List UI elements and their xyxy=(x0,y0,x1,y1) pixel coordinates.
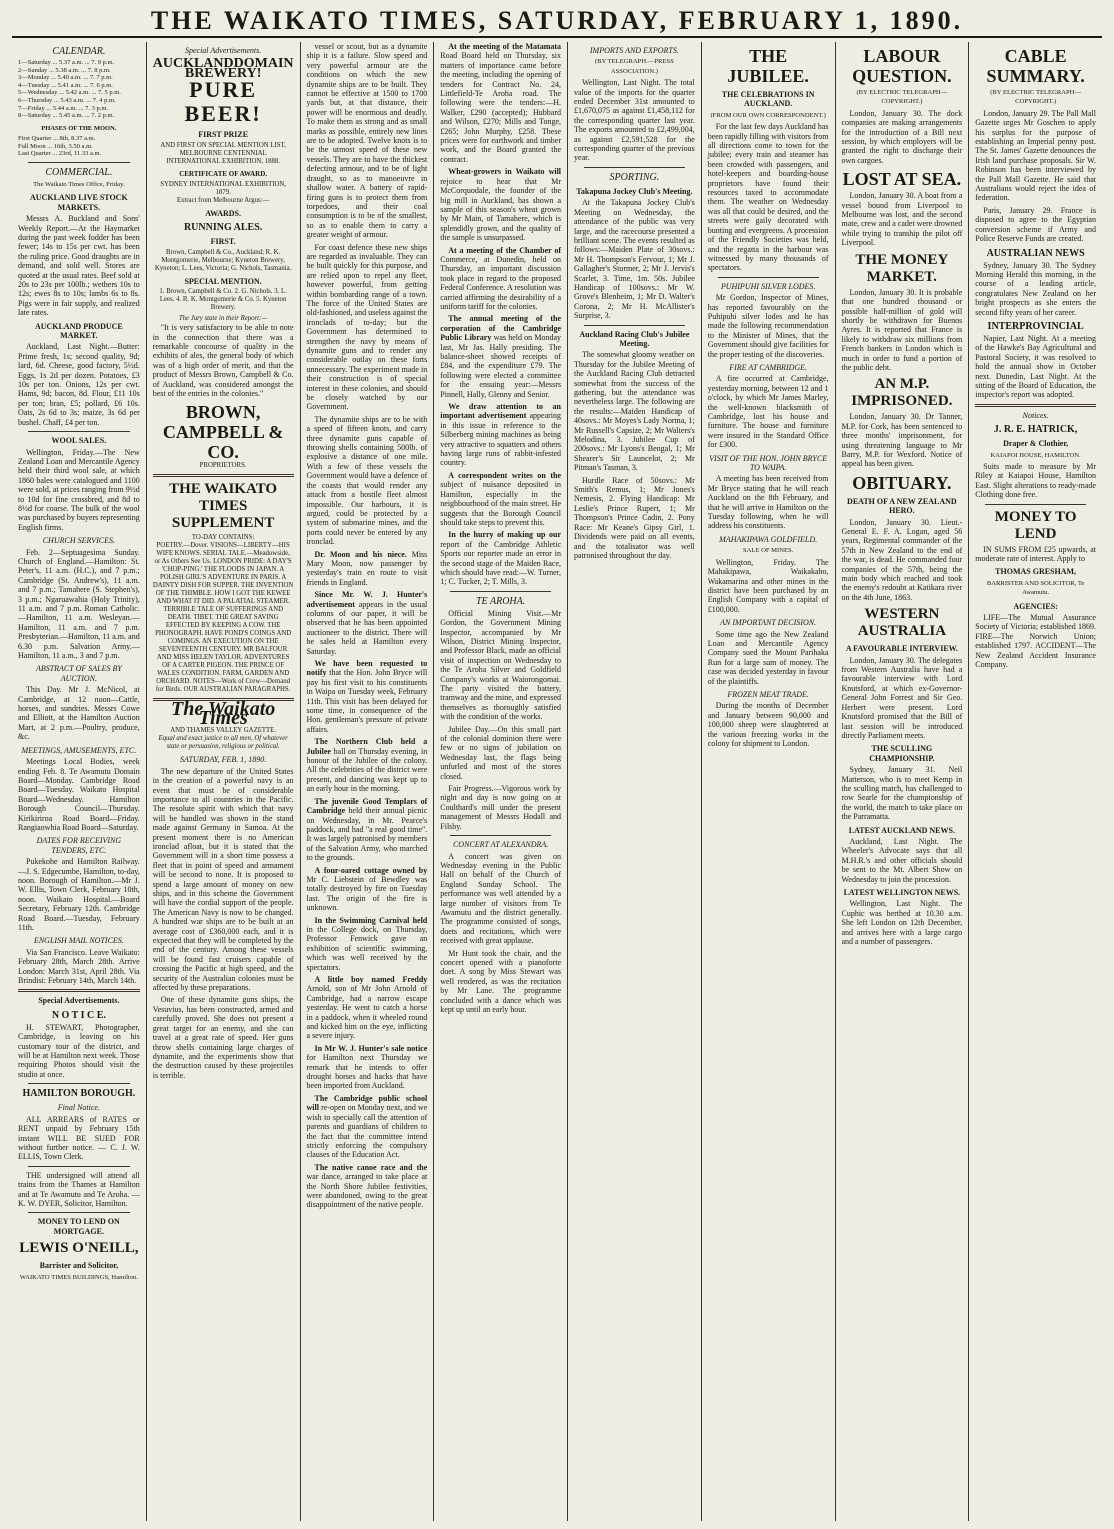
special-mention: SPECIAL MENTION. xyxy=(184,276,262,286)
awards: AWARDS. xyxy=(205,209,242,219)
jury-text: "It is very satisfactory to be able to note in the connection that there was a remarkable concourse of quality in the exhibits of ales, the general body of which was of a high order of merit, and that the product of Messrs Brown, Campbell & Co. of Auckland, was considered amongst the best of the entries in the colonies." xyxy=(152,323,294,399)
moon-heading: PHASES OF THE MOON. xyxy=(41,124,117,132)
calendar-row: 3—Monday ... 5.40 a.m. ... 7. 7 p.m. xyxy=(18,74,113,82)
commerce-heading: At a meeting of the Chamber of xyxy=(448,245,562,255)
column-5 xyxy=(567,42,701,1521)
money-market-heading: THE MONEY MARKET. xyxy=(855,251,949,285)
lewis-heading: LEWIS O'NEILL, xyxy=(19,1240,139,1257)
jubilee-text: For the last few days Auckland has been rapidly filling with visitors from all directions come to town for the jubilee; every train and steamer has been crowded with passengers, and hotel-keepers and boarding-house proprietors have found their resources taxed to accommodate them. The weather on Wednesday was all that could be desired, and the streets were gaily decorated with bunting and evergreens. A procession of the Friendly Societies was held, and the regatta in the harbour was witnessed by many thousands of spectators. xyxy=(707,122,829,273)
labour-source: (BY ELECTRIC TELEGRAPH—COPYRIGHT.) xyxy=(856,89,948,106)
first-list: Brown, Campbell & Co., Auckland; R. K. Montgomerie, Melbourne; Kyneton Brewery, Kyneton; L. Lees, Victoria; G. Nichols, Tasmania. xyxy=(154,248,292,272)
agencies-heading: AGENCIES: xyxy=(1013,601,1058,611)
moon-table xyxy=(18,135,140,158)
imports-text: Wellington, Last Night. The total value of the imports for the quarter ended December 31st amounted to £1,670,075 as against £1,458,112 for the corresponding quarter last year. The exports amounted to £2,499,004, as against £2,591,528 for the corresponding quarter of the previous year. xyxy=(574,78,695,163)
hatrick-heading: J. R. E. HATRICK, xyxy=(993,424,1078,436)
mahakipawa-heading: MAHAKIPAWA GOLDFIELD. xyxy=(719,534,818,544)
proprietors-line: BROWN, CAMPBELL & CO. xyxy=(162,401,284,462)
column-6 xyxy=(701,42,835,1521)
club-text: ball on Thursday evening, in honour of the Jubilee of the colony. All the celebrities of the district were present, and dancing was kept up to an early hour in the morning. xyxy=(306,746,428,794)
special-ads-heading-2: Special Advertisements. xyxy=(184,46,262,55)
agencies-text: LIFE—The Mutual Assurance Society of Victoria; established 1869. FIRE—The Norwich Union; established 1797. ACCIDENT—The New Zealand Accident Insurance Company. xyxy=(975,613,1096,670)
c3-text-1: vessel or scout, but as a dynamite ship it is a failure. Slow speed and very powerful armour are the conditions on which the new dynamite ships are to be built. They cannot be effective at 1500 to 1700 yards but, at that distance, their power will be enormous and deadly. To make them as strong and as small marks as possible, entirely new lines are to be adopted. Twelve knots is to be the utmost speed of these new vessels. They are to have the thickest defecting armour, and to be of light draught, so as to manoeuvre in shallow water. A battery of rapid-firing guns is to protect them from torpedoes, and their coal consumption is to be of the smallest, so as to enable them to carry a greater weight of armour. xyxy=(306,42,428,240)
tenders-text: Pukekohe and Hamilton Railway.—J. S. Edgecumbe, Hamilton, to-day, noon. Borough of Hamilton.—Mr J. W. Ellis, Town Clerk, February 10th, noon. Waikato Hospital.—Board Secretary, February 12th. Cambridge Road Board.—Tuesday, February 11th. xyxy=(18,857,140,932)
concert-heading: CONCERT AT ALEXANDRA. xyxy=(452,840,549,850)
jubilee-sub: THE CELEBRATIONS IN AUCKLAND. xyxy=(721,90,815,109)
church-heading: CHURCH SERVICES. xyxy=(42,536,116,546)
commercial-heading: COMMERCIAL. xyxy=(45,166,113,178)
calendar-row: 1—Saturday ... 5.37 a.m. ... 7. 9 p.m. xyxy=(18,59,115,66)
australian-heading: AUSTRALIAN NEWS xyxy=(986,247,1085,259)
commercial-sub: The Waikato Times Office, Friday. xyxy=(33,180,125,188)
money-lend-name: THOMAS GRESHAM, xyxy=(995,567,1077,577)
jury-note: The Jury state in their Report:— xyxy=(178,315,268,323)
paper-title: The Waikato Times xyxy=(170,697,276,729)
livestock-text: Messrs A. Buckland and Sons' Weekly Report.—At the Haymarket during the past week fodder has been fewer; 14s to 15s per cwt. has been the ruling price. Good draughts are in demand, and sold well. Stores are quoted at the usual rates. Beef sold at 20s to 23s per 100lb.; wethers 10s to 12s; ewes 8s to 10s; lambs 6s to 8s. Pigs were in fair supply, and realized late rates. xyxy=(18,214,140,318)
sale-heading: We have been requested to notify xyxy=(306,659,428,678)
produce-heading: AUCKLAND PRODUCE MARKET. xyxy=(34,321,123,341)
money-mortgage-heading: MONEY TO LEND ON MORTGAGE. xyxy=(37,1217,120,1236)
matamata-text: Road Board held on Thursday, six matters of importance came before the meeting, including the opening of tenders for Contract No. 24, Littlefield-Te Aroha road. The following were the tenders:—H. Walker, £290 (accepted); Hubbard and Wilson, £270; Mills and Tonge, £265; John Murphy, £258. These prices were for earthwork and timber work, and the Board granted the contract. xyxy=(440,51,562,164)
brewery-word-3: BREWERY! xyxy=(184,65,262,81)
commerce-text: Commerce, at Dunedin, held on Thursday, an important discussion took place in regard to the proposed Federal Conference. A resolution was carried affirming the desirability of a uniform tariff for the colonies. xyxy=(440,254,562,311)
special-ads-heading: Special Advertisements. xyxy=(38,996,120,1006)
running-ales: RUNNING ALES. xyxy=(183,222,263,234)
attention-heading: We draw attention to an important advertisement xyxy=(440,402,562,421)
obituary-sub: DEATH OF A NEW ZEALAND HERO. xyxy=(847,496,957,516)
rowing-text: Mr C. Liebstein of Bewdley was totally destroyed by fire on Tuesday last. The origin of the fire is unknown. xyxy=(306,874,428,913)
imports-source: (BY TELEGRAPH.—PRESS ASSOCIATION.) xyxy=(594,58,674,75)
dyer-text: THE undersigned will attend all trains from the Thames at Hamilton and at Te Awamutu and Te Aroha. — K. W. DYER, Solicitor, Hamilton. xyxy=(18,1170,140,1208)
mails-heading: ENGLISH MAIL NOTICES. xyxy=(33,936,124,946)
calendar-row: 5—Wednesday ... 5.42 a.m. ... 7. 5 p.m. xyxy=(18,89,121,97)
mahakipawa-text: Wellington, Friday. The Mahakipawa, Waikakaho, Wakamarina and other mines in the district have been purchased by an English Company with a capital of £100,000. xyxy=(707,557,829,614)
concert-text-2: Mr Hunt took the chair, and the concert opened with a pianoforte duet. A song by Miss Stewart was well rendered, as was the recitation by Mr Lane. The programme concluded with a dance which was kept up until an early hour. xyxy=(440,948,562,1014)
hatrick-text: Suits made to measure by Mr Riley at Kaiapoi House, Hamilton East. Slight alterations to ready-made Clothing done free. xyxy=(975,462,1096,500)
calendar-row: 2—Sunday ... 5.38 a.m. ... 7. 8 p.m. xyxy=(18,66,111,74)
cable-source: (BY ELECTRIC TELEGRAPH—COPYRIGHT.) xyxy=(990,89,1082,106)
abstract-heading: ABSTRACT OF SALES BY AUCTION. xyxy=(35,664,122,683)
brewery-advert xyxy=(152,56,294,469)
decision-heading: AN IMPORTANT DECISION. xyxy=(720,618,817,628)
cambridge-text: re-open on Monday next, and we wish to specially call the attention of parents and guardians of children to the fact that the committee intend strictly enforcing the compulsory clauses of the Education Act. xyxy=(306,1103,428,1160)
sporting-heading: SPORTING. xyxy=(609,171,660,183)
leader-text: The new departure of the United States in the creation of a powerful navy is an event that must be of considerable importance to all countries in the Pacific. The resolute spirit with which that navy will be handled was shown in the stand made against Germany in Samoa. At the present moment there is no American ironclad afloat, but it is stated that the Government will in a short time possess a fleet that in point of speed and armament will be second to none. It is proposed to spend a large amount of money on new ships, and in this scheme the Government will have the cordial support of the people. The American Navy is now to be changed. A hundred war ships are to be built at an average cost of £360,000 each, and it is expected that they will be completed by the end of the century. Among these vessels will be found fast cruisers capable of crossing the Pacific at high speed, and the security of the Australian colonies must be affected by these preparations. xyxy=(152,766,294,993)
sculling-text: Sydney, January 31. Neil Matterson, who is to meet Kemp in the sculling match, has challenged to row Searle for the championship of the world, the match to take place on the Parramatta. xyxy=(841,765,963,822)
cambridge-fire-heading: FIRE AT CAMBRIDGE. xyxy=(729,362,808,372)
swim-heading: In the Swimming Carnival held xyxy=(314,915,428,925)
supplement-contents: POETRY.—Dover. VISIONS—LIBERTY—HIS WIFE KNOWS. SERIAL TALE.—Meadowside, or As Others See Us. LONDON PRIDE: A DAY'S 'CHOP-PING.' THE FLOODS IN JAPAN. A POLISH GIRL'S ADVENTURE IN PARIS. A DAINTY DISH FOR SUPPER. THE INVENTION OF THE THIMBLE. HOW I GOT THE KEWEE AND WHAT IT DID. A PALATIAL STEAMER. TERRIBLE TALE OF SUFFERINGS AND DEATH. TIBET. THE GREAT SAVING EFFECTED BY KEEPING A COW. THE PHONOGRAPH. HAVE POND'S COINGS AND COMINGS. AN EXECUTION ON THE SEVENTEENTH CENTURY. MR BALFOUR AND MISS HELEN TAYLOR. ADVENTURES OF A CARTER PIGEON. THE PRINCE OF WALES CONDITION. FARM, GARDEN AND ORCHARD. NOTES—Work of Crew—Demand for Birds. OUR AUSTRALIAN PARAGRAPHS. xyxy=(152,541,294,693)
jockey-heading: Takapuna Jockey Club's Meeting. xyxy=(576,186,693,196)
wheat-heading: Wheat-growers in Waikato will xyxy=(448,167,562,177)
masthead xyxy=(12,6,1102,38)
swim-text: in the College dock, on Thursday, Professor Fenwick gave an exhibition of scientific swimming, which was well received by the spectators. xyxy=(306,924,428,972)
club-heading: The Northern Club held a Jubilee xyxy=(306,737,428,756)
hunter2-text: for Hamilton next Thursday we remark that he intends to offer drought horses and hacks that have been imported from Auckland. xyxy=(306,1053,428,1091)
racing-text-2: Hurdle Race of 50sovs.: Mr Smith's Remus, 1; Mr Jones's Nemesis, 2. Flying Handicap: Mr Leslie's Prince Rupert, 1; Mr Thompson's Prince Cadin, 2. Pony Race: Mr Keane's Gipsy Girl, 1. Dividends were paid on all events, and the totalisator was well patronised throughout the day. xyxy=(574,475,695,560)
dateline: SATURDAY, FEB. 1, 1890. xyxy=(179,755,267,765)
hunter2-heading: In Mr W. J. Hunter's sale notice xyxy=(314,1043,428,1053)
attention-text: appearing in this issue in reference to the Silberberg mining machines as being very attractive to squatters and others having large runs of rabbit-infested country. xyxy=(440,411,562,468)
column-3 xyxy=(300,42,434,1521)
little-heading: A little boy named Freddy xyxy=(314,975,428,984)
cable-heading: CABLE SUMMARY. xyxy=(986,46,1085,86)
racing-heading: Auckland Racing Club's Jubilee Meeting. xyxy=(579,329,690,348)
hunter-heading: Since Mr. W. J. Hunter's advertisement xyxy=(306,590,428,609)
frozen-heading: FROZEN MEAT TRADE. xyxy=(727,689,809,699)
meetings-text: Meetings Local Bodies, week ending Feb. 8. Te Awamutu Domain Board—Monday. Cambridge Road Board—Tuesday. Waikato Hospital Board—Wednesday. Hamilton Borough Council—Thursday. Kirikiriroa Road Board—Friday. Rangiaowhia Road Board—Saturday. xyxy=(18,757,140,832)
racing-text: The somewhat gloomy weather on Thursday for the Jubilee Meeting of the Auckland Racing Club detracted somewhat from the success of the gathering, but the attendance was nevertheless large. The following are the results:—Maiden Handicap of 40sovs.: Mr Moyes's Lady Norma, 1; Mr Russell's Capsize, 2; Mr Walters's Melodina, 3. Jubilee Cup of 200sovs.: Mr Lyons's Bengal, 1; Mr Shearer's Sir Launcelot, 2; Mr Pitman's Tasman, 3. xyxy=(574,350,695,473)
templars-heading: The juvenile Good Templars of Cambridge xyxy=(306,796,428,816)
intercolonial-text: Napier, Last Night. At a meeting of the Hawke's Bay Agricultural and Pastoral Society, it was resolved to hold the annual show in October next. Dunedin, Last Night. At the sitting of the Board of Education, the inspector's report was adopted. xyxy=(975,333,1096,400)
column-4 xyxy=(433,42,567,1521)
wa-heading: WESTERN AUSTRALIA xyxy=(857,606,947,640)
mp-text: London, January 30. Dr Tanner, M.P. for Cork, has been sentenced to three months' imprisonment, for using threatening language to Mr Barry, M.P. for Wexford. Notice of appeal has been given. xyxy=(841,412,963,469)
pukipuhi-heading: PUHIPUHI SILVER LODES. xyxy=(720,281,816,291)
wool-heading: WOOL SALES. xyxy=(51,436,107,446)
lewis-sub: Barrister and Solicitor, xyxy=(39,1261,119,1271)
wheat-text: rejoice to hear that Mr McCorquodale, the founder of the big mill in Auckland, has shown a sample of this season's wheat grown by Mr Main, of Tamahere, which is splendidly grown, and the quality of the sample is unsurpassed. xyxy=(440,176,562,243)
borough-sub: Final Notice. xyxy=(57,1103,100,1113)
produce-text: Auckland, Last Night.—Butter: Prime fresh, 1s; second quality, 9d; lard, 6d. Cheese, good factory, 5½d. Eggs, 1s 2d per dozen. Potatoes, £3 10s per ton. Onions, 12s per cwt. Hams, 9d; bacon, 8d. Flour, £11 10s per ton; bran, £5; pollard, £6 10s. Oats, 2s 6d to 3s; maize, 3s 6d per bushel. Chaff, £4 per ton. xyxy=(18,342,140,427)
cable-text-2: Paris, January 29. France is disposed to agree to the Egyptian conversion scheme if Army and Police Reserve Funds are created. xyxy=(975,205,1096,244)
te-aroha-heading: TE AROHA. xyxy=(476,595,526,607)
bryce-heading: VISIT OF THE HON. JOHN BRYCE TO WAIPA. xyxy=(709,453,828,473)
decision-text: Some time ago the New Zealand Loan and Mercantile Agency Company sued the Mount Parihaka Run for a large sum of money. The case was decided yesterday in favour of the plaintiffs. xyxy=(707,629,829,686)
mahakipawa-sub: SALE OF MINES. xyxy=(742,547,794,555)
notice-text: H. STEWART, Photographer, Cambridge, is leaving on his customary tour of the district, and will be at Hamilton next week. Those requiring Photos should visit the studio at once. xyxy=(18,1022,140,1079)
tenders-heading: DATES FOR RECEIVING TENDERS, ETC. xyxy=(36,836,122,855)
certificate: CERTIFICATE OF AWARD. xyxy=(179,169,268,178)
borough-text: ALL ARREARS of RATES or RENT unpaid by February 15th instant WILL BE SUED FOR without further notice. — C. J. W. ELLIS, Town Clerk. xyxy=(18,1114,140,1162)
masthead-title: THE WAIKATO TIMES, SATURDAY, FEBRUARY 1, 1890. xyxy=(150,6,964,35)
moon-row: First Quarter ... 8th, 8.37 a.m. xyxy=(18,135,96,143)
te-aroha-text: Official Mining Visit.—Mr Gordon, the Government Mining Inspector, accompanied by Mr Wilson, District Mining Inspector, and Professor Black, made an official visit of inspection on Wednesday to the Te Aroha Silver and Goldfield Company's works at Waiorongomai. The party visited the battery, tramway and the mine, and expressed themselves as thoroughly satisfied with the condition of the works. xyxy=(440,608,562,722)
pure-beer: PURE BEER! xyxy=(184,77,262,127)
hunter-text: appears in the usual columns of our paper, it will be observed that he has been appointed auctioneer to the district. There will be sales held at Hamilton every Saturday. xyxy=(306,599,428,656)
cambridge-fire-text: A fire occurred at Cambridge, yesterday morning, between 12 and 1 o'clock, by which Mr James Marley, the well-known blacksmith of Cambridge, lost his house and furniture. The house and furniture were insured in the Standard Office for £300. xyxy=(707,374,829,450)
newspaper-columns xyxy=(12,42,1102,1521)
sale-text: that the Hon. John Bryce will pay his first visit to his constituents in Waipa on Tuesday week, February 11th. This visit has been delayed for some time, in consequence of the Hon. gentleman's pressure of private affairs. xyxy=(306,668,428,734)
australian-text: Sydney, January 30. The Sydney Morning Herald this morning, in the course of a leading article, congratulates New Zealand on her bright prospects as she enters the second fifty years of her career. xyxy=(975,260,1096,317)
hatrick-sub: Draper & Clothier, xyxy=(1003,439,1069,449)
meetings-heading: MEETINGS, AMUSEMENTS, ETC. xyxy=(21,745,137,755)
calendar-heading: CALENDAR. xyxy=(52,46,106,57)
correspondent-heading: A correspondent writes on the xyxy=(448,470,562,480)
native-text: war dance, arranged to take place at the North Shore Jubilee festivities, were abandoned, owing to the great disappointment of the native people. xyxy=(306,1172,428,1210)
library-heading: The annual meeting of the corporation of the Cambridge Public Library xyxy=(440,314,562,343)
obituary-text: London, January 30. Lieut.-General E. F. A. Logan, aged 56 years, Regimental commander of the 57th in New Zealand to the end of the war, is dead. He commanded four companies of the 57th, being the main body which reached and took the enemy's redoubt at Katikara river on the 4th June, 1863. xyxy=(841,517,963,602)
calendar-row: 4—Tuesday ... 5.41 a.m. ... 7. 6 p.m. xyxy=(18,81,113,89)
money-lend-heading: MONEY TO LEND xyxy=(994,508,1077,542)
paper-sub: AND THAMES VALLEY GAZETTE. xyxy=(170,727,277,735)
hurry-text: report of the Cambridge Athletic Sports our reporter made an error in the second stage of the Maiden Race, which should have read:—W. Turner, 1; C. Tucker, 2; T. Mills, 3. xyxy=(440,539,562,587)
first-prize-text: AND FIRST ON SPECIAL MENTION LIST, MELBOURNE CENTENNIAL INTERNATIONAL EXHIBITION, 1888. xyxy=(160,141,286,165)
hurry-heading: In the hurry of making up our xyxy=(448,530,562,540)
little-text: Arnold, son of Mr John Arnold of Cambridge, had a narrow escape yesterday. He went to catch a horse in a paddock, when it wheeled round and kicked him on the eye, inflicting a severe injury. xyxy=(306,984,428,1041)
intercolonial-heading: INTERPROVINCIAL xyxy=(987,320,1084,332)
fair-text: Fair Progress.—Vigorous work by night and day is now going on at Coulthard's mill under the present management of Messrs Hodall and Filsby. xyxy=(440,784,562,831)
jubilee-heading: THE JUBILEE. xyxy=(727,46,809,86)
church-text: Feb. 2—Septuagesima Sunday. Church of England.—Hamilton: St. Peter's, 11 a.m. (H.C.), and 7 p.m.; Cambridge (St. Andrew's), 11 a.m. and 7 p.m.; Tamahere (S. Stephen's), 3 p.m.; Ngaruawahia (Holy Trinity), 11 a.m. and 7 p.m. Roman Catholic.—Hamilton, 11 a.m. Wesleyan.—Hamilton, 11 a.m. and 7 p.m. Presbyterian.—Hamilton, 11 a.m. and 6.30 p.m. Salvation Army.—Hamilton, 11 a.m., 3 and 7 p.m. xyxy=(18,547,140,661)
motto: Equal and exact justice to all men, Of whatever state or persuasion, religious or political. xyxy=(158,735,288,751)
moon-heading-para: Dr. Moon and his niece. xyxy=(314,549,407,559)
wool-text: Wellington, Friday.—The New Zealand Loan and Mercantile Agency held their third wool sale, at which 1860 bales were catalogued and 1100 were sold, at prices ranging from 9½d to 10d for fine crossbred, and 8d to 8½d for coarse. The bulk of the wool was purchased by buyers representing English firms. xyxy=(18,447,140,532)
jubilee-source: (FROM OUR OWN CORRESPONDENT.) xyxy=(710,111,826,119)
first-prize: FIRST PRIZE xyxy=(198,130,249,140)
lost-heading: LOST AT SEA. xyxy=(842,169,962,190)
jockey-text: At the Takapuna Jockey Club's Meeting on Wednesday, the attendance of the public was very large, and the racecourse presented a brilliant scene. The events resulted as follows:—Maiden Plate of 30sovs.: Mr H. Thompson's Fervour, 1; Mr J. Gallagher's Stormer, 2; Mr J. Jervis's Scarlet, 3. Time, 1m. 50s. Jubilee Handicap of 100sovs.: Mr W. Grove's Blenheim, 1; Mr D. Walter's Corona, 2; Mr H. McAllister's Surprise, 3. xyxy=(574,198,695,321)
notice-heading: N O T I C E. xyxy=(51,1009,106,1021)
calendar-row: 7—Friday ... 5.44 a.m. ... 7. 3 p.m. xyxy=(18,104,109,112)
livestock-heading: AUCKLAND LIVE STOCK MARKETS. xyxy=(30,193,128,212)
obituary-heading: OBITUARY. xyxy=(852,472,952,493)
auckland-news-text: Auckland, Last Night. The Wheeler's Advocate says that all M.H.R.'s and other officials should be sent to the Mt. Albert Show on Wednesday to join the procession. xyxy=(841,836,963,884)
labour-text: London, January 30. The dock companies are making arrangements for the introduction of a Bill next session, by which employers will be granted the right to discharge their own cargoes. xyxy=(841,108,963,165)
column-8 xyxy=(968,42,1102,1521)
frozen-text: During the months of December and January between 90,000 and 100,000 sheep were slaughtered at the various freezing works in the colony for shipment to London. xyxy=(707,701,829,748)
imports-heading: IMPORTS AND EXPORTS. xyxy=(589,46,679,55)
money-lend-role: BARRISTER AND SOLICITOR, Te Awamutu. xyxy=(986,579,1085,597)
money-lend-text: IN SUMS FROM £25 upwards, at moderate rate of interest. Apply to xyxy=(975,544,1096,564)
first-label: FIRST. xyxy=(210,237,236,247)
brewery-word-2: DOMAIN xyxy=(233,56,294,72)
mp-heading: AN M.P. IMPRISONED. xyxy=(851,376,953,410)
templars-text: held their annual picnic on Wednesday, in Mr. Pearce's paddock, and had "a real good time". It was largely patronised by members of the Salvation Army, who marched to the grounds. xyxy=(306,806,428,863)
cambridge-heading: The Cambridge public school will xyxy=(306,1093,428,1113)
rowing-heading: A four-oared cottage owned by xyxy=(314,865,428,875)
notices-heading: Notices. xyxy=(1022,410,1049,420)
sydney: SYDNEY INTERNATIONAL EXHIBITION, 1879. xyxy=(160,181,287,197)
moon-row: Full Moon ... 16th, 3.50 a.m. xyxy=(18,142,93,150)
money-market-text: London, January 30. It is probable that one hundred thousand or possible half-million of gold will shortly be withdrawn for Buenos Ayres. It is reported that France is likely to withdraw six millions from French bankers in London which is much in order to fund a portion of the public debt. xyxy=(841,287,963,372)
wellington-news-text: Wellington, Last Night. The Cuphic was berthed at 10.30 a.m. She left London on 12th December, and arrives here with a large cargo and a number of passengers. xyxy=(841,899,963,947)
correspondent-text: subject of nuisance deposited in Hamilton, especially in the neighbourhood of the main street. He suggests that the Borough Council should take steps to prevent this. xyxy=(440,480,562,527)
brewery-word-1: AUCKLAND xyxy=(152,56,234,72)
borough-heading: HAMILTON BOROUGH. xyxy=(22,1088,136,1100)
calendar-row: 8—Saturday ... 5.45 a.m. ... 7. 2 p.m. xyxy=(18,112,115,120)
te-aroha-text-2: Jubilee Day.—On this small part of the colonial dominion there were few or no signs of jubilation on Wednesday last, the flags being unfurled and most of the stores closed. xyxy=(440,724,562,781)
wa-text: London, January 30. The delegates from Western Australia have had a favourable interview with Lord Knutsford, at which ex-Governor-General John Forrest and Sir Geo. Herbert were present. Lord Knutsford promised that the Bill of last session will be introduced directly Parliament meets. xyxy=(841,655,963,740)
calendar-row: 6—Thursday ... 5.43 a.m. ... 7. 4 p.m. xyxy=(18,96,116,104)
mails-text: Via San Francisco. Leave Waikato: February 28th, March 28th. Arrive London: March 31st, April 28th. Via Brindisi: February 14th, March 14th. xyxy=(18,947,140,986)
proprietors-sub: PROPRIETORS. xyxy=(199,461,247,469)
wellington-news-heading: LATEST WELLINGTON NEWS. xyxy=(843,888,961,897)
lewis-address: WAIKATO TIMES BUILDINGS, Hamilton. xyxy=(19,1273,138,1281)
column-7 xyxy=(835,42,969,1521)
column-1 xyxy=(12,42,146,1521)
supplement-title: THE WAIKATO TIMES SUPPLEMENT xyxy=(169,480,278,531)
supplement-sub: TO-DAY CONTAINS: xyxy=(191,533,255,541)
matamata-heading: At the meeting of the Matamata xyxy=(448,42,562,51)
bryce-text: A meeting has been received from Mr Bryce stating that he will reach Auckland on the 8th February, and that he will arrive in Hamilton on the Tuesday following, when he will address his constituents. xyxy=(707,474,829,531)
wa-sub: A FAVOURABLE INTERVIEW. xyxy=(845,644,958,654)
c3-text-2: For coast defence these new ships are regarded as invaluable. They can be built quickly for this purpose, and are relied upon to repel any fleet, however powerful, from getting within bombarding range of a town. The force of the United States are old-fashioned, and useless against the ironclads of to-day; but the Government has determined to strengthen the navy by means of dynamite guns and to render any considerable outlay on these forts unnecessary. The experiment made in their construction is of special interest in these colonies, and should be closely watched by our Government. xyxy=(306,242,428,412)
sculling-heading: THE SCULLING CHAMPIONSHIP. xyxy=(869,744,935,763)
labour-heading: LABOUR QUESTION. xyxy=(852,46,952,86)
calendar-table xyxy=(18,59,140,120)
column-2 xyxy=(146,42,300,1521)
moon-text: Miss Mary Moon, now passenger by yesterday's train en route to visit friends in England. xyxy=(306,549,428,587)
library-text: was held on Monday last, Mr Jas. Hally presiding. The balance-sheet showed receipts of £84, and the expenditure £79. The following were elected a committee for the ensuing year:—Messrs Pinnell, Hally, Glenny and Senior. xyxy=(440,333,562,399)
lost-text: London, January 30. A boat from a vessel bound from Liverpool to Melbourne was lost, and the second mate, crew and a cadet were drowned while trying to tranship the pilot off Liverpool. xyxy=(841,191,963,248)
native-heading: The native canoe race and the xyxy=(314,1162,428,1172)
c3-text-3: The dynamite ships are to be with a speed of fifteen knots, and carry three dynamite guns capable of throwing shells containing 500lb. of explosive a distance of one mile. With a few of these vessels the Government would have a defence of the coasts that would render any attack from a hostile fleet almost impossible. Our harbours, it is argued, could be protected by a system of submarine mines, and the ports could never be entered by any ironclad. xyxy=(306,414,428,547)
concert-text: A concert was given on Wednesday evening in the Public Hall on behalf of the Church of England Sunday School. The performance was well attended by a large number of visitors from Te Awamutu and the district generally. The programme consisted of songs, duets and recitations, which were received with great applause. xyxy=(440,851,562,946)
pukipuhi-text: Mr Gordon, Inspector of Mines, has reported favourably on the Puhipuhi silver lodes and he has made the following recommendation to the Minister of Mines, that the Government should give facilities for the proper testing of the discoveries. xyxy=(707,293,829,359)
abstract-text: This Day. Mr J. McNicol, at Cambridge, at 12 noon—Cattle, horses, and sundries. Messrs Cowe and Elliott, at the Hamilton Auction Mart, at 2 p.m.—Poultry, produce, &c. xyxy=(18,685,140,742)
leader-text-2: One of these dynamite guns ships, the Vesuvius, has been constructed, armed and carefully proved. She does not present a great target for an enemy, and she can travel at a great rate of speed. Her guns throw shells containing large charges of dynamite, and the experiments show that the destruction caused by these projectiles is terrible. xyxy=(152,995,294,1080)
auckland-news-heading: LATEST AUCKLAND NEWS. xyxy=(848,825,955,835)
extract: Extract from Melbourne Argus:— xyxy=(176,197,270,205)
moon-row: Last Quarter ... 23rd, 11.33 a.m. xyxy=(18,150,102,158)
cable-text: London, January 29. The Pall Mall Gazette urges Mr Goschen to apply his surplus for the purpose of establishing an Imperial penny post. The St. James' Gazette denounces the Irish land purchase proposals. Sir W. Robinson has been interviewed by the Pall Mall Gazette. He said that Australians would reject the idea of federation. xyxy=(975,108,1096,203)
special-list: 1. Brown, Campbell & Co. 2. G. Nichols. 3. L. Lees. 4. R. K. Montgomerie & Co. 5. Kyneton Brewery. xyxy=(159,288,287,312)
hatrick-address: KAIAPOI HOUSE, HAMILTON. xyxy=(990,451,1081,459)
